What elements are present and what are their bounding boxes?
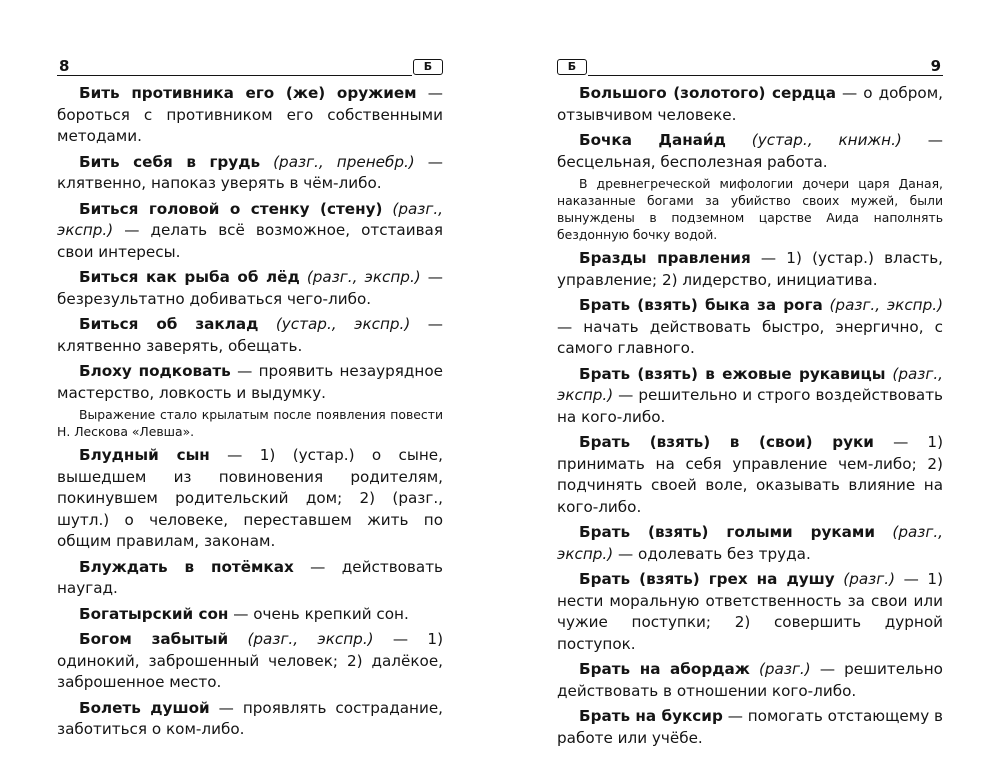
entries-list [57,83,443,741]
entry-term: Биться как рыба об лёд [79,268,300,286]
entry-definition: — 1) принимать на себя управление чем-либо; 2) подчинять своей воле, оказывать влияние на кого-либо. [557,433,943,516]
entry-definition: — клятвенно заверять, обещать. [57,315,443,355]
entry-note: Выражение стало крылатым после появления повести Н. Лескова «Левша». [57,407,443,439]
entry-definition: — бороться с противником его собственными методами. [57,84,443,145]
entry-definition: — о добром, отзывчивом человеке. [557,84,944,124]
section-letter-tab: Б [413,59,443,75]
dictionary-entry [557,522,943,565]
dictionary-entry [557,364,943,429]
dictionary-entry [557,83,943,126]
entry-style-markers: (разг., экспр.) [557,364,943,404]
entry-term: Богатырский сон [79,604,229,623]
entry-term: Брать (взять) быка за рога [579,296,823,314]
dictionary-entry [57,557,443,600]
dictionary-entry [57,83,443,148]
entry-term: Брать (взять) грех на душу [579,570,835,588]
dictionary-entry [557,569,943,655]
entry-term: Брать (взять) голыми руками [579,523,875,541]
dictionary-entry [557,706,943,749]
dictionary-entry [557,659,943,702]
entry-term: Бить противника его (же) оружием [79,84,417,102]
entry-definition: — проявить незаурядное мастерство, ловкость и выдумку. [57,362,443,402]
entry-definition: — клятвенно, напоказ уверять в чём-либо. [57,152,443,192]
entry-style-markers: (разг., экспр.) [822,296,943,314]
entry-term: Биться головой о стенку (стену) [79,199,383,218]
entry-definition: — одолевать без труда. [613,544,811,563]
entry-definition: — помогать отстающему в работе или учёбе. [557,707,943,747]
page-number: 9 [930,57,941,75]
dictionary-entry [57,629,443,694]
entry-term: Брать на абордаж [579,660,750,678]
section-letter-tab: Б [557,59,587,75]
entry-term: Брать (взять) в ежовые рукавицы [579,364,886,383]
dictionary-entry [57,199,443,264]
entry-definition: — безрезультатно добиваться чего-либо. [57,268,443,308]
page-number: 8 [59,57,70,75]
dictionary-entry [557,295,943,360]
dictionary-entry [557,248,943,291]
entry-term: Большого (золотого) сердца [579,84,836,102]
entry-definition: — делать всё возможное, отстаивая свои интересы. [57,221,443,261]
entry-style-markers: (устар., экспр.) [258,315,411,333]
entry-definition: — бесцельная, бесполезная работа. [557,131,943,171]
entry-term: Брать (взять) в (свои) руки [579,433,874,451]
entry-definition: — очень крепкий сон. [228,604,409,623]
entry-term: Биться об заклад [79,315,259,333]
entry-term: Брать на буксир [579,707,723,725]
entry-style-markers: (устар., книжн.) [725,131,902,149]
entry-style-markers: (разг., экспр.) [557,523,943,563]
entry-term: Бить себя в грудь [79,152,261,171]
dictionary-entry [57,604,443,626]
dictionary-entry [557,432,943,518]
entry-definition: — решительно и строго воздействовать на кого-либо. [557,386,943,426]
page-header [57,58,443,76]
entry-definition: — начать действовать быстро, энергично, с самого главного. [557,317,943,357]
dictionary-entry [57,314,443,357]
dictionary-entry [57,445,443,553]
dictionary-entry [57,152,443,195]
dictionary-entry [57,267,443,310]
entry-definition: — решительно действовать в отношении кого-либо. [557,660,943,700]
dictionary-entry [557,130,943,173]
entry-definition: — 1) (устар.) о сыне, вышедшем из повиновения родителям, покинувшем родительский дом; 2) (разг., шутл.) о человеке, переставшем жить по общим правилам, законам. [57,446,443,550]
entry-style-markers: (разг., пренебр.) [260,152,415,171]
entry-style-markers: (разг.) [749,660,811,678]
right-page [557,0,943,781]
entry-definition: — 1) одинокий, заброшенный человек; 2) далёкое, заброшенное место. [57,630,444,691]
entries-list [557,83,943,749]
header-rule [588,75,943,76]
entry-term: Бочка Данаи́д [579,131,726,149]
entry-definition: — действовать наугад. [57,557,443,597]
entry-term: Блудный сын [79,446,210,464]
entry-style-markers: (разг., экспр.) [299,268,421,286]
dictionary-entry [57,361,443,404]
entry-note: В древнегреческой мифологии дочери царя Даная, наказанные богами за убийство своих мужей, были вынуждены в подземном царстве Аида наполнять бездонную бочку водой. [557,176,943,242]
header-rule [57,75,412,76]
entry-style-markers: (разг.) [834,570,895,588]
entry-style-markers: (разг., экспр.) [228,630,374,648]
entry-style-markers: (разг., экспр.) [57,199,443,239]
dictionary-entry [57,698,443,741]
entry-term: Блуждать в потёмках [79,557,294,576]
page-header [557,58,943,76]
entry-definition: — 1) нести моральную ответственность за свои или чужие поступки; 2) совершить дурной поступок. [557,570,943,653]
entry-term: Болеть душой [79,698,210,717]
entry-term: Блоху подковать [79,362,231,380]
entry-term: Богом забытый [79,630,229,648]
entry-term: Бразды правления [579,249,751,267]
left-page [57,0,443,781]
entry-definition: — 1) (устар.) власть, управление; 2) лидерство, инициатива. [557,249,944,289]
entry-definition: — проявлять сострадание, заботиться о ком-либо. [57,698,444,738]
